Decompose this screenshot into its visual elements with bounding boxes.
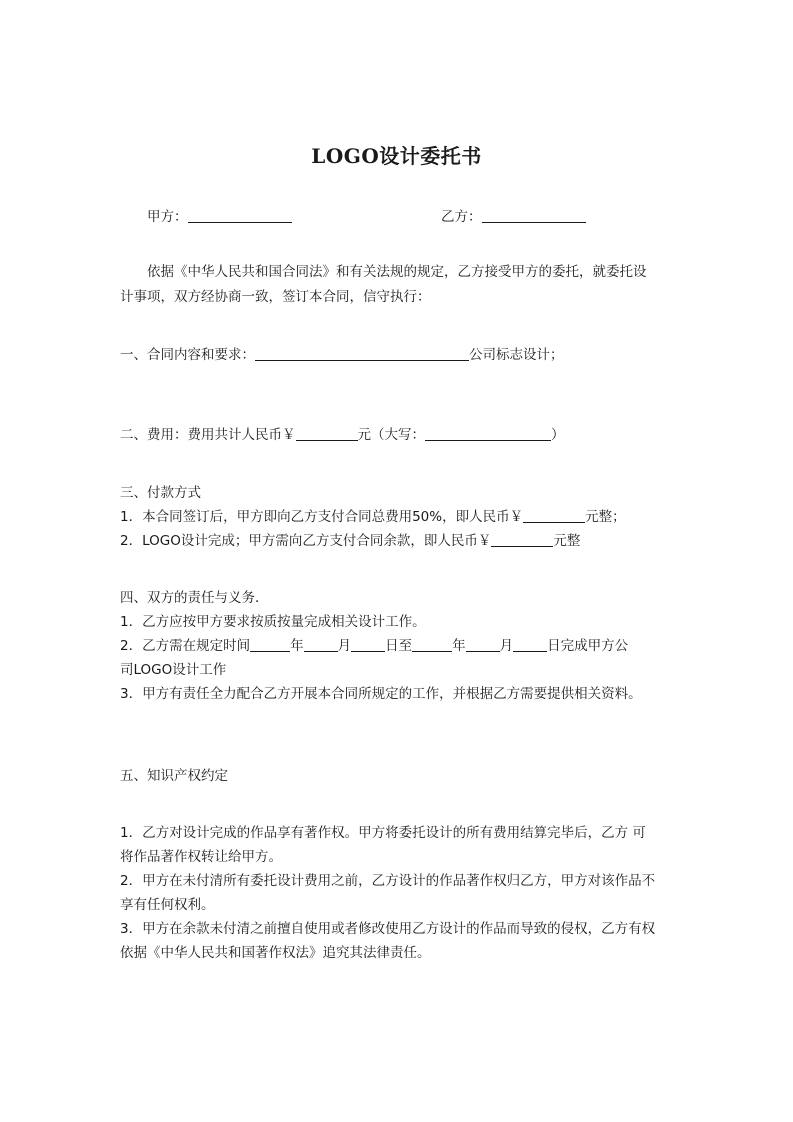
section2-words-blank[interactable]: [425, 426, 551, 441]
section4-item-2-end: 日完成甲方公: [547, 638, 629, 654]
party-b-line: [441, 207, 586, 227]
section5-item-1-line-2: 将作品著作权转让给甲方。: [120, 849, 282, 865]
day-to-label: 日至: [385, 638, 413, 654]
section3-item-2-blank[interactable]: [491, 532, 553, 547]
section4-item-3: 3．甲方有责任全力配合乙方开展本合同所规定的工作，并根据乙方需要提供相关资料。: [120, 686, 642, 702]
section4-heading: 四、双方的责任与义务．: [120, 590, 269, 606]
section1-blank[interactable]: [255, 346, 469, 361]
section3-item-1: [120, 507, 626, 527]
section4-item-2: [120, 636, 628, 656]
intro-line-2: 计事项，双方经协商一致，签订本合同，信守执行：: [120, 289, 431, 305]
section1-suffix: 公司标志设计；: [469, 347, 564, 363]
end-day-blank[interactable]: [513, 637, 547, 652]
intro-line-1: 依据《中华人民共和国合同法》和有关法规的规定，乙方接受甲方的委托，就委托设: [147, 264, 647, 280]
year-label-2: 年: [452, 638, 466, 654]
section5-item-1-line-1: 1．乙方对设计完成的作品享有著作权。甲方将委托设计的所有费用结算完毕后，乙方 可: [120, 825, 646, 841]
section5-item-2-line-1: 2．甲方在未付清所有委托设计费用之前，乙方设计的作品著作权归乙方，甲方对该作品不: [120, 873, 656, 889]
section2-mid: 元（大写：: [357, 427, 425, 443]
document-title: LOGO设计委托书: [311, 144, 482, 168]
end-year-blank[interactable]: [412, 637, 452, 652]
section4-item-2-text: 2．乙方需在规定时间: [120, 638, 251, 654]
month-label-1: 月: [337, 638, 352, 654]
party-a-blank[interactable]: [188, 208, 292, 223]
section5-heading: 五、知识产权约定: [120, 768, 228, 784]
section2-label: 二、费用：费用共计人民币￥: [120, 427, 296, 443]
section3-item-1-post: 元整；: [585, 509, 626, 525]
section2-line: [120, 425, 565, 445]
section2-amount-blank[interactable]: [296, 426, 358, 441]
party-b-label: 乙方：: [441, 209, 482, 225]
start-day-blank[interactable]: [351, 637, 385, 652]
party-b-blank[interactable]: [482, 208, 586, 223]
section2-end: ）: [551, 427, 565, 443]
section4-item-1: 1．乙方应按甲方要求按质按量完成相关设计工作。: [120, 614, 426, 630]
end-month-blank[interactable]: [466, 637, 500, 652]
section3-item-2-post: 元整: [553, 533, 581, 549]
year-label-1: 年: [290, 638, 304, 654]
section3-item-2: [120, 531, 580, 551]
section5-item-3-line-1: 3．甲方在余款未付清之前擅自使用或者修改使用乙方设计的作品而导致的侵权，乙方有权: [120, 921, 656, 937]
party-a-line: [147, 207, 292, 227]
section4-item-2-line-2: 司LOGO设计工作: [120, 662, 227, 678]
section5-item-3-line-2: 依据《中华人民共和国著作权法》追究其法律责任。: [120, 945, 431, 961]
start-month-blank[interactable]: [304, 637, 338, 652]
start-year-blank[interactable]: [250, 637, 290, 652]
section5-item-2-line-2: 享有任何权利。: [120, 897, 215, 913]
party-a-label: 甲方：: [147, 209, 188, 225]
section3-item-1-text: 1．本合同签订后，甲方即向乙方支付合同总费用50%，即人民币￥: [120, 509, 524, 525]
month-label-2: 月: [499, 638, 514, 654]
section3-item-1-blank[interactable]: [523, 508, 585, 523]
section1-line: [120, 345, 564, 365]
section3-item-2-text: 2．LOGO设计完成；甲方需向乙方支付合同余款，即人民币￥: [120, 533, 492, 549]
section3-heading: 三、付款方式: [120, 485, 201, 501]
section1-label: 一、合同内容和要求：: [120, 347, 255, 363]
